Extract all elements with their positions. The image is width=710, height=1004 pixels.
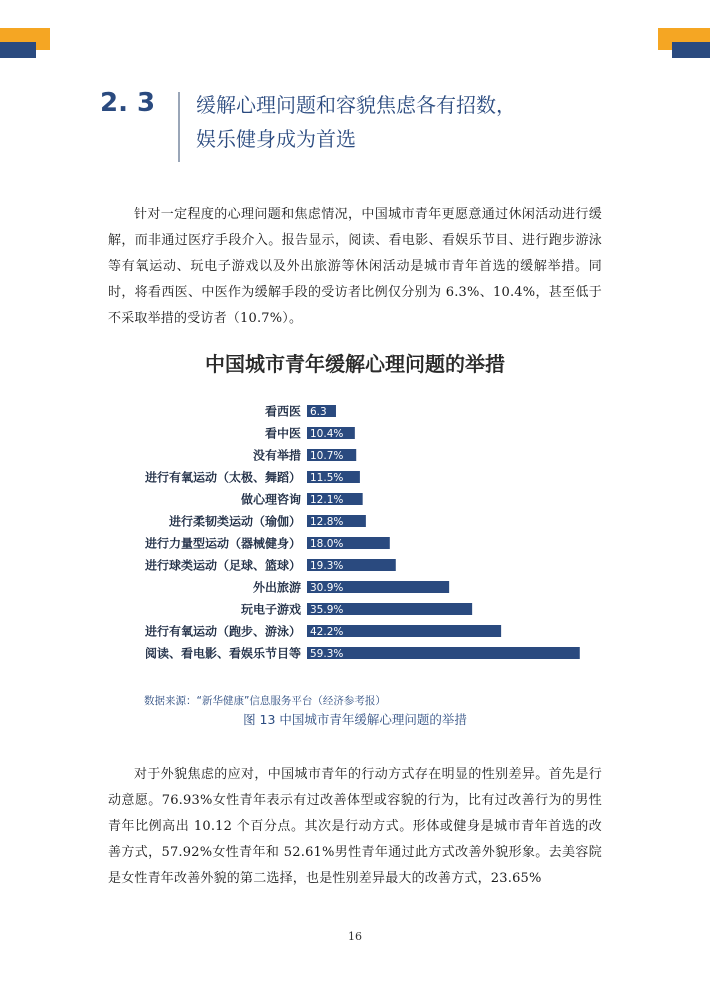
chart-title: 中国城市青年缓解心理问题的举措: [205, 352, 505, 376]
body-paragraph-1: 针对一定程度的心理问题和焦虑情况，中国城市青年更愿意通过休闲活动进行缓解，而非通过医疗手段介入。报告显示，阅读、看电影、看娱乐节目、进行跑步游泳等有氧运动、玩电子游戏以及外出旅游等休闲活动是城市青年首选的缓解举措。同时，将看西医、中医作为缓解手段的受访者比例仅分别为 6.3%、10.4%，甚至低于不采取举措的受访者（10.7%）。: [108, 207, 602, 326]
bar-value-label: 11.5%: [310, 472, 344, 484]
section-title-line-1: 缓解心理问题和容貌焦虑各有招数，: [196, 93, 516, 117]
bar-value-label: 12.1%: [310, 494, 344, 506]
bar-value-label: 42.2%: [310, 626, 344, 638]
category-label: 进行球类运动（足球、篮球）: [144, 558, 301, 573]
bar-value-label: 10.4%: [310, 428, 344, 440]
category-label: 进行有氧运动（太极、舞蹈）: [144, 470, 301, 485]
bar: [307, 647, 580, 659]
section-title: [196, 88, 616, 156]
page-number: 16: [348, 930, 362, 943]
corner-decoration-right: [650, 28, 710, 58]
category-label: 玩电子游戏: [240, 602, 301, 617]
body-paragraph-2: 对于外貌焦虑的应对，中国城市青年的行动方式存在明显的性别差异。首先是行动意愿。76.93%女性青年表示有过改善体型或容貌的行为，比有过改善行为的男性青年比例高出 10.12 个百分点。其次是行动方式。形体或健身是城市青年首选的改善方式，57.92%女性青年和 52.61%男性青年通过此方式改善外貌形象。去美容院是女性青年改善外貌的第二选择，也是性别差异最大的改善方式，23.65%: [108, 767, 602, 886]
section-number: 2. 3: [100, 88, 156, 118]
bar-value-label: 6.3: [310, 406, 327, 418]
heading-divider: [178, 92, 180, 162]
category-label: 做心理咨询: [240, 492, 301, 507]
bar-value-label: 18.0%: [310, 538, 344, 550]
category-label: 阅读、看电影、看娱乐节目等: [144, 646, 301, 661]
bar-value-label: 19.3%: [310, 560, 344, 572]
category-label: 没有举措: [252, 448, 301, 463]
category-label: 进行力量型运动（器械健身）: [144, 536, 301, 551]
bar-value-label: 59.3%: [310, 648, 344, 660]
chart-source: 数据来源：“新华健康”信息服务平台（经济参考报）: [144, 695, 386, 707]
corner-decoration-left: [0, 28, 60, 58]
category-label: 看西医: [264, 404, 301, 419]
bar-value-label: 10.7%: [310, 450, 344, 462]
bar-chart: [100, 395, 610, 670]
bar-value-label: 12.8%: [310, 516, 344, 528]
category-label: 看中医: [264, 426, 301, 441]
category-label: 进行有氧运动（跑步、游泳）: [144, 624, 301, 639]
category-label: 进行柔韧类运动（瑜伽）: [168, 514, 301, 529]
bar-value-label: 35.9%: [310, 604, 344, 616]
figure-caption: 图 13 中国城市青年缓解心理问题的举措: [243, 712, 467, 727]
section-title-line-2: 娱乐健身成为首选: [196, 127, 356, 151]
category-label: 外出旅游: [252, 580, 301, 595]
bar-value-label: 30.9%: [310, 582, 344, 594]
